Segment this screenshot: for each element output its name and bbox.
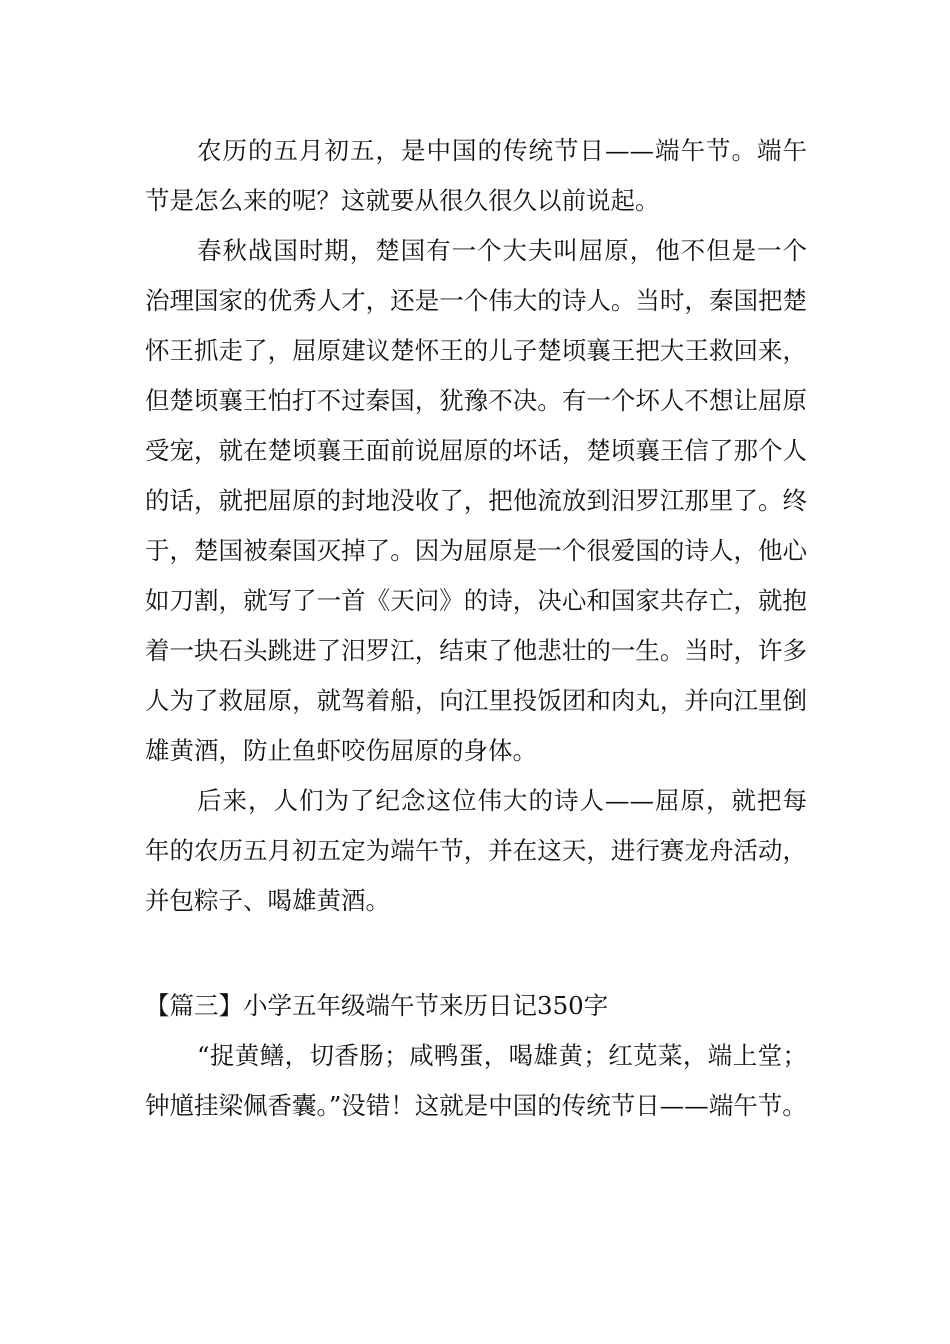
paragraph-intro: 农历的五月初五，是中国的传统节日——端午节。端午节是怎么来的呢？这就要从很久很久以前说起。 (145, 136, 807, 215)
paragraph-rhyme: “捉黄鳝，切香肠；咸鸭蛋，喝雄黄；红苋菜，端上堂；钟馗挂梁佩香囊。”没错！这就是中国的传统节日——端午节。 (145, 1041, 807, 1120)
paragraph-commemoration: 后来，人们为了纪念这位伟大的诗人——屈原，就把每年的农历五月初五定为端午节，并在这天，进行赛龙舟活动，并包粽子、喝雄黄酒。 (145, 786, 807, 915)
section-spacer (145, 926, 807, 981)
paragraph-quyuan-story: 春秋战国时期，楚国有一个大夫叫屈原，他不但是一个治理国家的优秀人才，还是一个伟大的诗人。当时，秦国把楚怀王抓走了，屈原建议楚怀王的儿子楚顷襄王把大王救回来，但楚顷襄王怕打不过秦国，犹豫不决。有一个坏人不想让屈原受宠，就在楚顷襄王面前说屈原的坏话，楚顷襄王信了那个人的话，就把屈原的封地没收了，把他流放到汨罗江那里了。终于，楚国被秦国灭掉了。因为屈原是一个很爱国的诗人，他心如刀割，就写了一首《天问》的诗，决心和国家共存亡，就抱着一块石头跳进了汨罗江，结束了他悲壮的一生。当时，许多人为了救屈原，就驾着船，向江里投饭团和肉丸，并向江里倒雄黄酒，防止鱼虾咬伤屈原的身体。 (145, 236, 807, 765)
section-heading: 【篇三】小学五年级端午节来历日记350字 (145, 991, 609, 1020)
document-page (145, 126, 807, 1131)
